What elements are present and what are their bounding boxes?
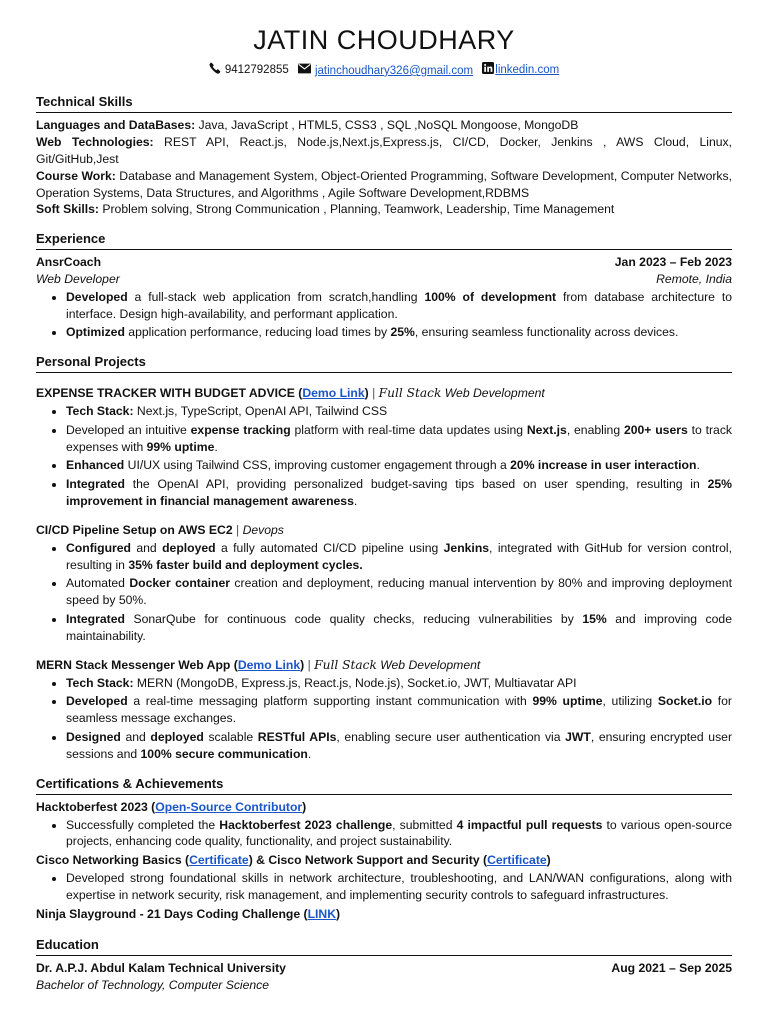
demo-link[interactable]: Demo Link — [302, 386, 365, 401]
skills-list — [36, 117, 732, 218]
demo-link[interactable]: Demo Link — [237, 657, 301, 672]
email-item[interactable] — [298, 63, 473, 80]
cert-bullets — [36, 817, 732, 851]
school-name: Dr. A.P.J. Abdul Kalam Technical University — [36, 961, 286, 976]
list-item: • Automated Docker container creation and deployment, reducing manual intervention by 80% and improving deployment speed by 50%. — [66, 575, 732, 609]
cert-hacktoberfest: Hacktoberfest 2023 (Open-Source Contributor) — [36, 799, 307, 814]
linkedin-item[interactable] — [482, 62, 559, 80]
skill-label: Course Work: — [36, 168, 116, 183]
project-expense-tracker — [36, 385, 732, 510]
skill-row-coursework — [36, 168, 732, 202]
projects-title: Personal Projects — [36, 353, 732, 373]
project-bullets — [36, 403, 732, 510]
candidate-name: JATIN CHOUDHARY — [253, 25, 515, 55]
education-subheader — [36, 977, 732, 994]
resume-page — [36, 0, 732, 994]
company-name: AnsrCoach — [36, 255, 102, 270]
experience-bullets — [36, 289, 732, 341]
education-header — [36, 960, 732, 977]
skill-label: Languages and DataBases: — [36, 118, 196, 133]
list-item: • Integrated the OpenAI API, providing personalized budget-saving tips based on user spending, resulting in 25% improvement in financial management awareness. — [66, 476, 732, 510]
education-section — [36, 936, 732, 994]
skill-value: Database and Management System, Object-Oriented Programming, Software Development, Computer Networks, Operation Systems, Data Structures, and Algorithms , Agile Software Development,RDBMS — [36, 168, 732, 200]
open-source-contributor-link[interactable]: Open-Source Contributor — [155, 799, 303, 814]
experience-header — [36, 254, 732, 271]
linkedin-icon — [482, 62, 494, 80]
certificate-link[interactable]: Certificate — [487, 853, 547, 868]
list-item: • Integrated SonarQube for continuous code quality checks, reducing vulnerabilities by 15% and improving code maintainability. — [66, 611, 732, 645]
cert-bullets — [36, 870, 732, 904]
list-item: • Successfully completed the Hacktoberfest 2023 challenge, submitted 4 impactful pull requests to various open-source projects, enhancing code quality, functionality, and project sustainability. — [66, 817, 732, 851]
project-bullets — [36, 540, 732, 645]
list-item: • Tech Stack: Next.js, TypeScript, OpenAI API, Tailwind CSS — [66, 403, 732, 420]
project-title: EXPENSE TRACKER WITH BUDGET ADVICE (Demo Link) | Full Stack Web Development — [36, 386, 545, 401]
education-title: Education — [36, 936, 732, 956]
technical-skills-section — [36, 93, 732, 218]
contact-bar — [36, 62, 732, 80]
education-dates: Aug 2021 – Sep 2025 — [611, 961, 732, 976]
cert-cisco: Cisco Networking Basics (Certificate) & Cisco Network Support and Security (Certificate) — [36, 853, 551, 868]
linkedin-link[interactable]: linkedin.com — [495, 64, 560, 77]
challenge-link[interactable]: LINK — [307, 906, 336, 921]
skill-label: Soft Skills: — [36, 202, 99, 217]
list-item: • Optimized application performance, reducing load times by 25%, ensuring seamless functionality across devices. — [66, 324, 732, 341]
list-item: • Enhanced UI/UX using Tailwind CSS, improving customer engagement through a 20% increase in user interaction. — [66, 457, 732, 474]
list-item: • Developed strong foundational skills in network architecture, troubleshooting, and LAN/WAN configurations, along with expertise in network security, risk management, and implementing security controls to safeguard infrastructures. — [66, 870, 732, 904]
technical-skills-title: Technical Skills — [36, 93, 732, 113]
list-item: • Configured and deployed a fully automated CI/CD pipeline using Jenkins, integrated with GitHub for version control, resulting in 35% faster build and deployment cycles. — [66, 540, 732, 574]
phone-item — [209, 62, 289, 80]
envelope-icon — [298, 63, 311, 80]
certificate-link[interactable]: Certificate — [189, 853, 249, 868]
list-item: • Designed and deployed scalable RESTful APIs, enabling secure user authentication via JWT, ensuring encrypted user sessions and 100% secure communication. — [66, 729, 732, 763]
skill-value: REST API, React.js, Node.js,Next.js,Express.js, CI/CD, Docker, Jenkins , AWS Cloud, Linux, Git/GitHub,Jest — [36, 135, 732, 166]
project-title: MERN Stack Messenger Web App (Demo Link) | Full Stack Web Development — [36, 657, 481, 672]
skill-row-soft — [36, 201, 732, 218]
project-title: CI/CD Pipeline Setup on AWS EC2 | Devops — [36, 522, 284, 537]
job-location: Remote, India — [656, 271, 732, 286]
email-link[interactable]: jatinchoudhary326@gmail.com — [314, 64, 474, 77]
phone-icon — [209, 62, 221, 80]
job-role: Web Developer — [36, 271, 120, 286]
certifications-title: Certifications & Achievements — [36, 775, 732, 795]
skill-row-web — [36, 134, 732, 168]
skill-label: Web Technologies: — [36, 135, 154, 150]
cert-ninja-slayground: Ninja Slayground - 21 Days Coding Challenge (LINK) — [36, 906, 341, 921]
experience-title: Experience — [36, 230, 732, 250]
skill-value: Problem solving, Strong Communication , Planning, Teamwork, Leadership, Time Management — [98, 202, 615, 217]
phone-number: 9412792855 — [224, 64, 289, 77]
certifications-section — [36, 775, 732, 923]
degree: Bachelor of Technology, Computer Science — [36, 978, 270, 993]
experience-section — [36, 230, 732, 341]
project-bullets — [36, 675, 732, 763]
experience-subheader — [36, 271, 732, 288]
projects-section — [36, 353, 732, 763]
project-cicd-pipeline — [36, 522, 732, 645]
list-item: • Tech Stack: MERN (MongoDB, Express.js, React.js, Node.js), Socket.io, JWT, Multiavatar API — [66, 675, 732, 692]
list-item: • Developed a real-time messaging platform supporting instant communication with 99% uptime, utilizing Socket.io for seamless message exchanges. — [66, 693, 732, 727]
experience-dates: Jan 2023 – Feb 2023 — [614, 255, 732, 270]
skill-row-languages — [36, 117, 732, 134]
list-item: • Developed a full-stack web application from scratch,handling 100% of development from database architecture to interface. Design high-availability, and performant application. — [66, 289, 732, 323]
list-item: • Developed an intuitive expense tracking platform with real-time data updates using Next.js, enabling 200+ users to track expenses with 99% uptime. — [66, 422, 732, 456]
project-mern-messenger — [36, 657, 732, 763]
skill-value: Java, JavaScript , HTML5, CSS3 , SQL ,NoSQL Mongoose, MongoDB — [195, 118, 579, 133]
